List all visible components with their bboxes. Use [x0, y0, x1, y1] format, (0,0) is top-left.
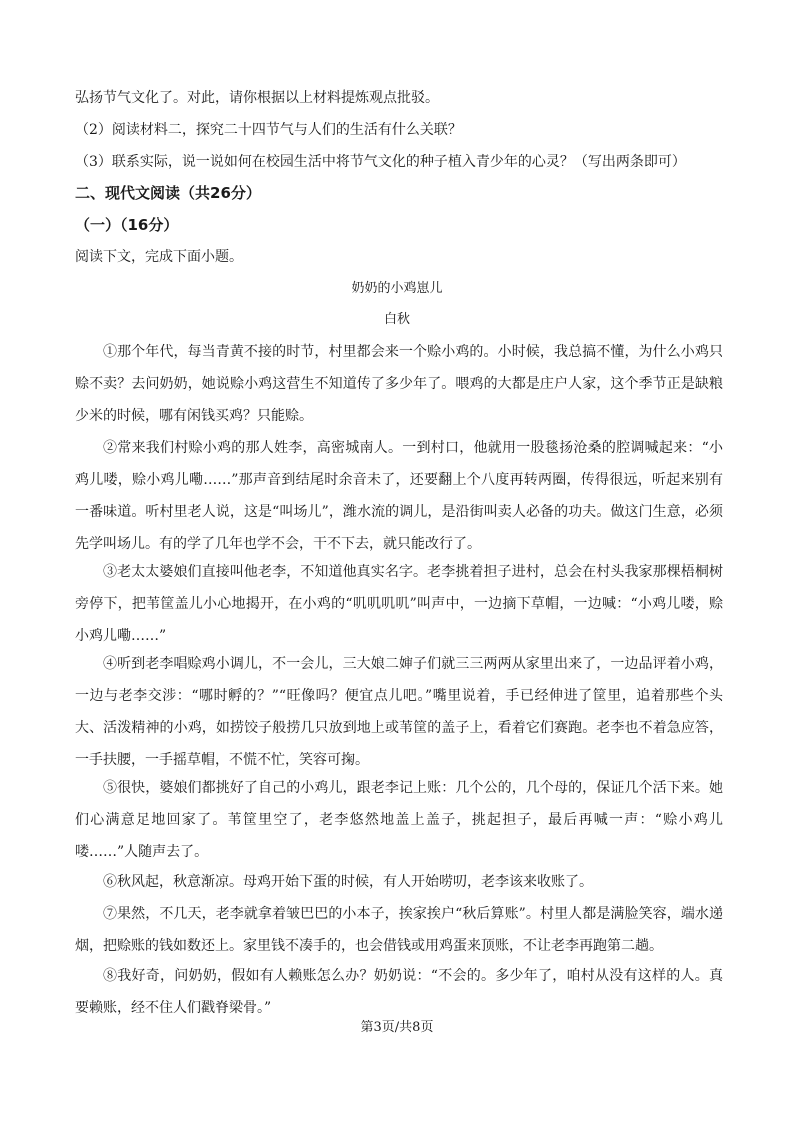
article-title: 奶奶的小鸡崽儿 — [351, 281, 443, 296]
article-author: 白秋 — [383, 312, 410, 327]
sub-section-heading: （一）（16分） — [75, 216, 179, 234]
reading-instruction: 阅读下文，完成下面小题。 — [75, 249, 243, 265]
article-paragraph-2: ②常来我们村赊小鸡的那人姓李，高密城南人。一到村口，他就用一股毯扬沧桑的腔调喊起来：“小鸡儿喽，赊小鸡儿嘞……”那声音到结尾时余音未了，还要翻上个八度再转两圈，传得很远，听起来别有一番味道。听村里老人说，这是“叫场儿”，潍水流的调儿，是沿街叫卖人必备的功夫。做这门生意，必须先学叫场儿。有的学了几年也学不会，干不下去，就只能改行了。 — [75, 440, 723, 552]
question-3: （3）联系实际，说一说如何在校园生活中将节气文化的种子植入青少年的心灵？（写出两条即可） — [75, 154, 686, 170]
article-paragraph-8: ⑧我好奇，问奶奶，假如有人赖账怎么办？奶奶说：“不会的。多少年了，咱村从没有这样的人。真要赖账，经不住人们戳脊梁骨。” — [75, 968, 723, 1016]
page-number-footer: 第3页/共8页 — [360, 1020, 434, 1035]
question-continuation-text: 弘扬节气文化了。对此，请你根据以上材料提炼观点批驳。 — [75, 90, 439, 106]
article-paragraph-1: ①那个年代，每当青黄不接的时节，村里都会来一个赊小鸡的。小时候，我总搞不懂，为什么小鸡只赊不卖？去问奶奶，她说赊小鸡这营生不知道传了多少年了。喂鸡的大都是庄户人家，这个季节正是缺粮少米的时候，哪有闲钱买鸡？只能赊。 — [75, 344, 723, 424]
section-heading: 二、现代文阅读（共26分） — [75, 184, 261, 202]
article-paragraph-4: ④听到老李唱赊鸡小调儿，不一会儿，三大娘二婶子们就三三两两从家里出来了，一边品评着小鸡，一边与老李交涉：“哪时孵的？”“旺像吗？便宜点儿吧。”嘴里说着，手已经伸进了筐里，追着那些个头大、活泼精神的小鸡，如捞饺子般捞几只放到地上或苇筐的盖子上，看着它们赛跑。老李也不着急应答，一手扶腰，一手摇草帽，不慌不忙，笑容可掬。 — [75, 656, 723, 768]
article-paragraph-3: ③老太太婆娘们直接叫他老李，不知道他真实名字。老李挑着担子进村，总会在村头我家那棵梧桐树旁停下，把苇筐盖儿小心地揭开，在小鸡的“叽叽叽叽”叫声中，一边摘下草帽，一边喊：“小鸡儿喽，赊小鸡儿嘞……” — [75, 564, 723, 644]
article-paragraph-6: ⑥秋风起，秋意渐凉。母鸡开始下蛋的时候，有人开始唠叨，老李该来收账了。 — [103, 874, 593, 890]
question-2: （2）阅读材料二，探究二十四节气与人们的生活有什么关联？ — [75, 122, 462, 138]
article-paragraph-5: ⑤很快，婆娘们都挑好了自己的小鸡儿，跟老李记上账：几个公的，几个母的，保证几个活下来。她们心满意足地回家了。苇筐里空了，老李悠然地盖上盖子，挑起担子，最后再喊一声：“赊小鸡儿喽……”人随声去了。 — [75, 780, 723, 860]
article-paragraph-7: ⑦果然，不几天，老李就拿着皱巴巴的小本子，挨家挨户“秋后算账”。村里人都是满脸笑容，端水递烟，把赊账的钱如数还上。家里钱不凑手的，也会借钱或用鸡蛋来顶账，不让老李再跑第二趟。 — [75, 906, 723, 954]
